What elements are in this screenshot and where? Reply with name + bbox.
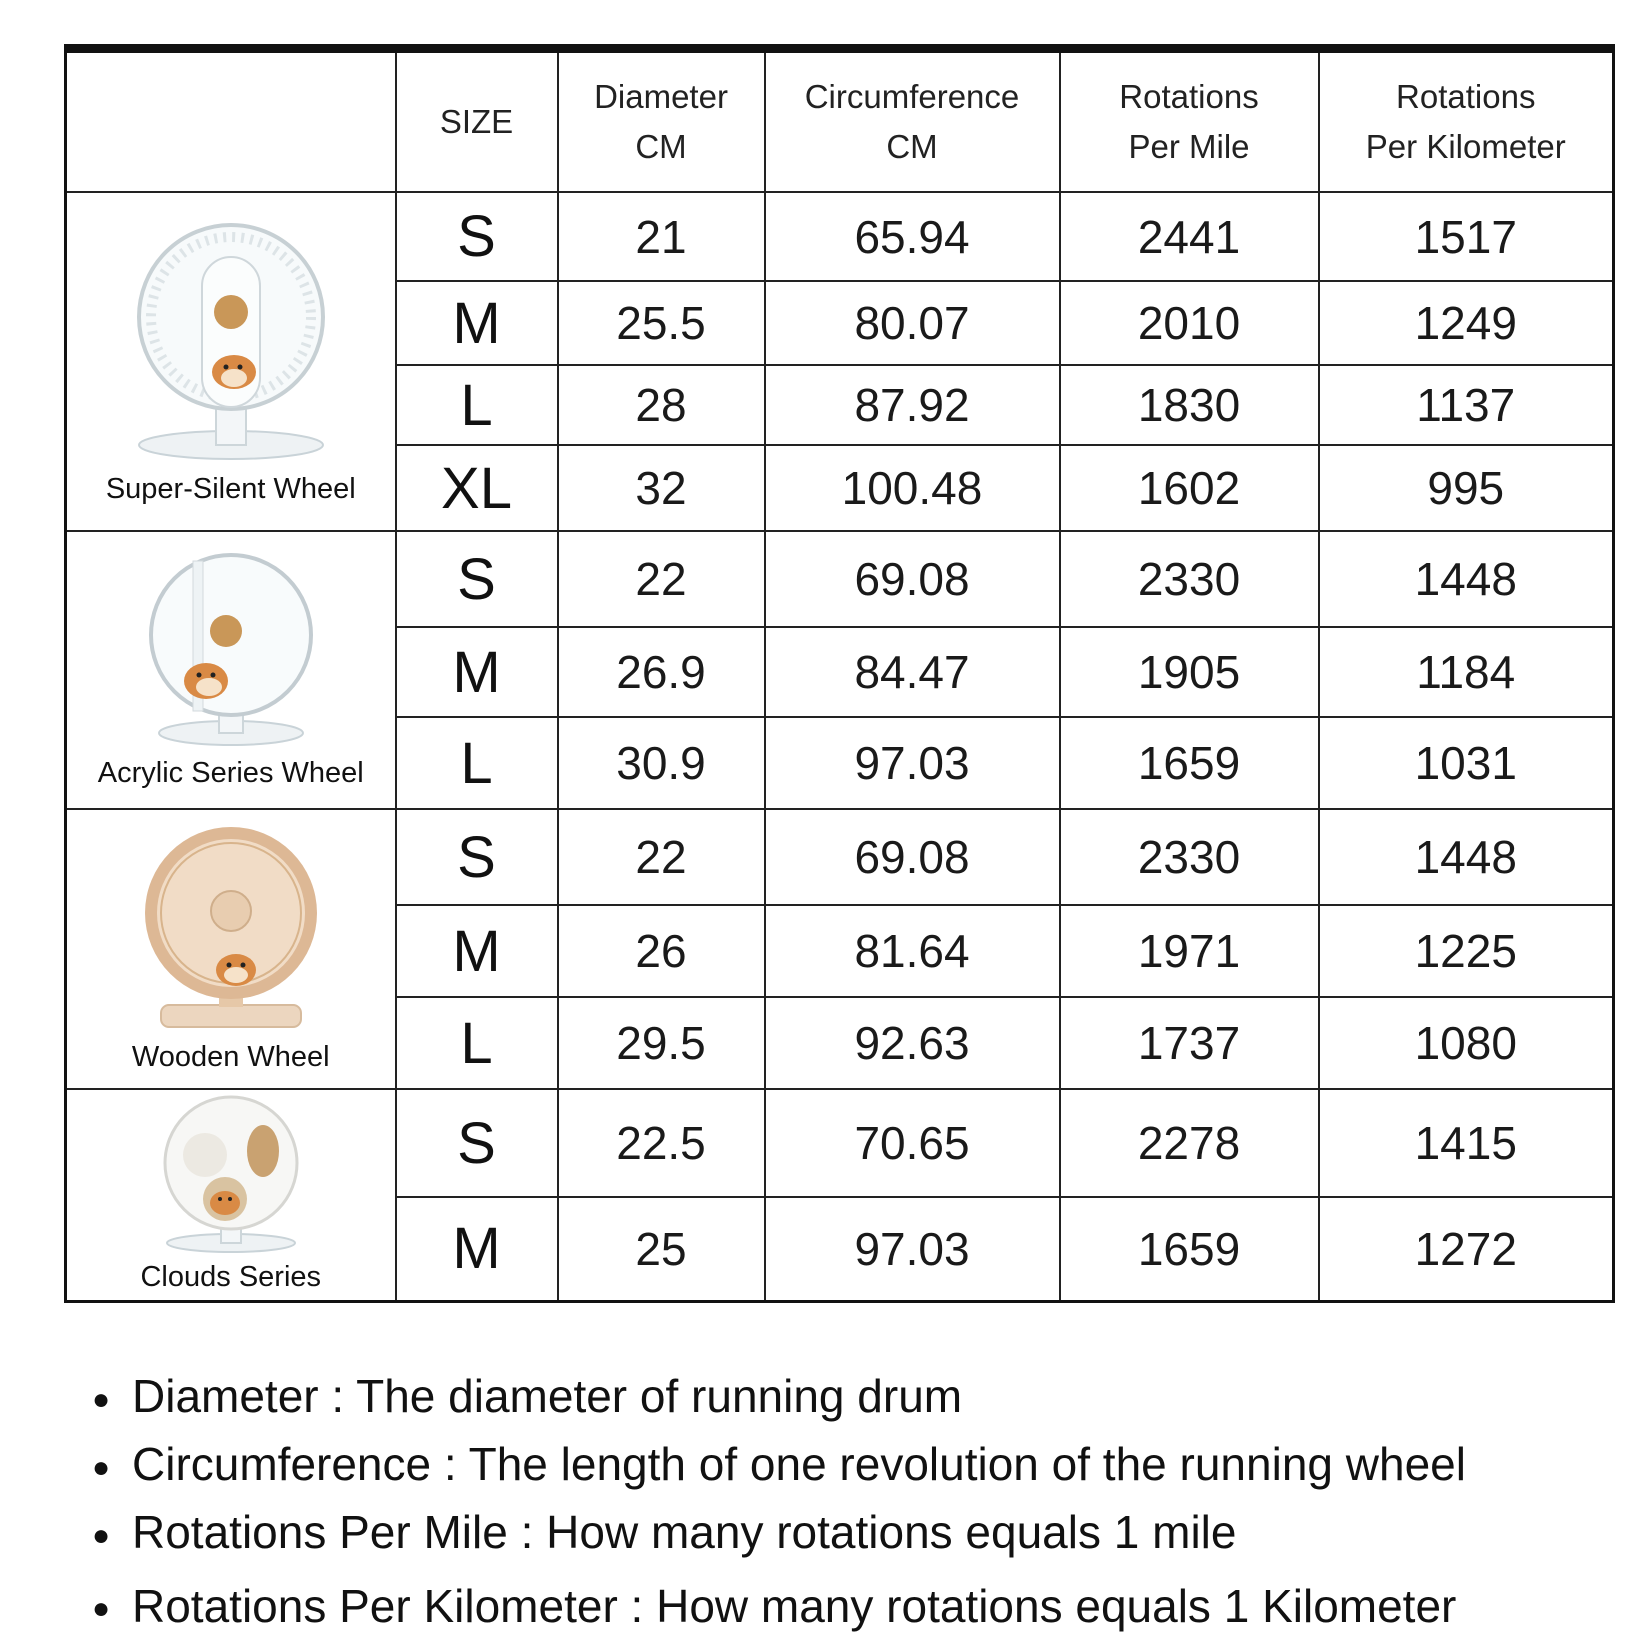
rpk-cell: 1080 [1319,997,1614,1089]
table-row [66,809,1614,905]
header-circumference-line2: CM [886,128,938,165]
size-cell: XL [396,445,558,531]
header-diameter-line2: CM [635,128,687,165]
circumference-cell: 84.47 [765,627,1060,717]
table-row [66,192,1614,281]
rpm-cell: 1971 [1060,905,1319,997]
size-cell: S [396,531,558,627]
definition-text: Diameter : The diameter of running drum [132,1370,963,1422]
product-cell-acrylic [66,531,396,809]
diameter-cell: 32 [558,445,765,531]
rpk-cell: 1272 [1319,1197,1614,1301]
diameter-cell: 21 [558,192,765,281]
header-rotations-per-mile [1060,49,1319,193]
rpm-cell: 2330 [1060,809,1319,905]
circumference-cell: 87.92 [765,365,1060,445]
rpk-cell: 1184 [1319,627,1614,717]
definition-rotations-per-mile [92,1500,1612,1568]
size-cell: M [396,1197,558,1301]
rpm-cell: 1830 [1060,365,1319,445]
rpm-cell: 1659 [1060,717,1319,809]
rpk-cell: 995 [1319,445,1614,531]
size-cell: M [396,905,558,997]
diameter-cell: 26.9 [558,627,765,717]
circumference-cell: 92.63 [765,997,1060,1089]
circumference-cell: 69.08 [765,531,1060,627]
header-rpk-line2: Per Kilometer [1365,128,1566,165]
diameter-cell: 25 [558,1197,765,1301]
rpm-cell: 1602 [1060,445,1319,531]
size-cell: S [396,192,558,281]
header-diameter [558,49,765,193]
product-cell-super-silent [66,192,396,531]
product-name: Wooden Wheel [131,1040,330,1073]
rpm-cell: 2278 [1060,1089,1319,1197]
size-cell: S [396,1089,558,1197]
circumference-cell: 97.03 [765,717,1060,809]
definitions-list [92,1364,1612,1641]
size-cell: L [396,365,558,445]
rpm-cell: 2330 [1060,531,1319,627]
diameter-cell: 30.9 [558,717,765,809]
header-rpm-line1: Rotations [1119,78,1259,115]
diameter-cell: 22 [558,531,765,627]
rpm-cell: 1737 [1060,997,1319,1089]
product-cell-clouds [66,1089,396,1301]
size-cell: L [396,717,558,809]
header-product [66,49,396,193]
product-cell-wooden [66,809,396,1089]
rpk-cell: 1137 [1319,365,1614,445]
header-size: SIZE [396,49,558,193]
size-cell: M [396,281,558,365]
diameter-cell: 22.5 [558,1089,765,1197]
header-rotations-per-km [1319,49,1614,193]
rpk-cell: 1031 [1319,717,1614,809]
rpk-cell: 1249 [1319,281,1614,365]
bullet-icon: ● [92,1518,111,1552]
header-rpm-line2: Per Mile [1128,128,1250,165]
circumference-cell: 70.65 [765,1089,1060,1197]
definition-text: Rotations Per Mile : How many rotations equals 1 mile [132,1505,1237,1558]
rpk-cell: 1415 [1319,1089,1614,1197]
header-circumference [765,49,1060,193]
table-row [66,1089,1614,1197]
rpm-cell: 2441 [1060,192,1319,281]
rpk-cell: 1517 [1319,192,1614,281]
header-row [66,49,1614,193]
header-circumference-line1: Circumference [804,78,1020,115]
circumference-cell: 69.08 [765,809,1060,905]
definition-text: Circumference : The length of one revolution of the running wheel [132,1437,1466,1490]
circumference-cell: 81.64 [765,905,1060,997]
rpk-cell: 1225 [1319,905,1614,997]
circumference-cell: 97.03 [765,1197,1060,1301]
circumference-cell: 65.94 [765,192,1060,281]
bullet-icon: ● [92,1592,111,1626]
diameter-cell: 28 [558,365,765,445]
size-chart-table [64,44,1615,1303]
wooden-hamster-wheel-icon [131,825,331,1035]
size-cell: M [396,627,558,717]
bullet-icon: ● [92,1450,111,1484]
rpk-cell: 1448 [1319,531,1614,627]
definition-circumference [92,1432,1612,1500]
table-row [66,531,1614,627]
rpm-cell: 1659 [1060,1197,1319,1301]
rpm-cell: 1905 [1060,627,1319,717]
size-cell: S [396,809,558,905]
clear-hamster-wheel-icon [116,217,346,467]
size-cell: L [396,997,558,1089]
diameter-cell: 25.5 [558,281,765,365]
header-rpk-line1: Rotations [1396,78,1536,115]
diameter-cell: 22 [558,809,765,905]
product-name: Super-Silent Wheel [105,473,356,505]
rpk-cell: 1448 [1319,809,1614,905]
definition-rotations-per-km [92,1574,1612,1642]
circumference-cell: 80.07 [765,281,1060,365]
acrylic-hamster-wheel-icon [131,551,331,751]
definition-text: Rotations Per Kilometer : How many rotations equals 1 Kilometer [132,1579,1457,1632]
diameter-cell: 26 [558,905,765,997]
clouds-hamster-wheel-icon [141,1095,321,1255]
rpm-cell: 2010 [1060,281,1319,365]
product-name: Clouds Series [140,1261,322,1294]
header-diameter-line1: Diameter [594,78,728,115]
diameter-cell: 29.5 [558,997,765,1089]
circumference-cell: 100.48 [765,445,1060,531]
bullet-icon: ● [92,1382,111,1416]
definition-diameter [92,1364,1612,1432]
product-name: Acrylic Series Wheel [97,756,364,789]
